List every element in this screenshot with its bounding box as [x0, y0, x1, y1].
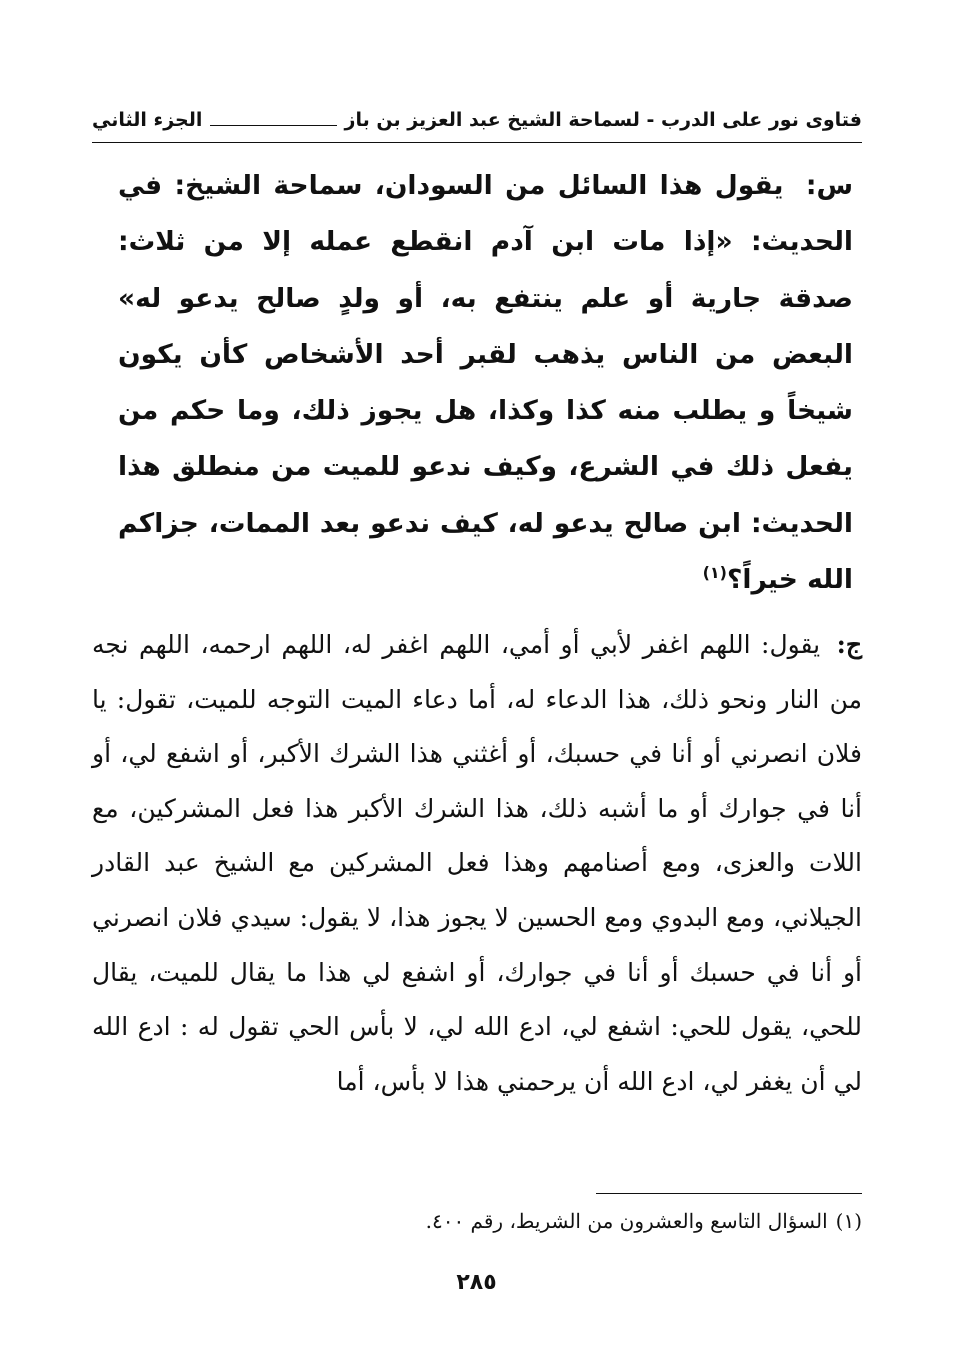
footnote-reference: (١): [702, 563, 727, 583]
footnote-separator: [596, 1193, 862, 1194]
answer-block: [92, 618, 862, 1109]
question-marker: س:: [805, 170, 854, 201]
question-block: [118, 158, 853, 608]
footnote-number: (١): [835, 1209, 862, 1233]
header-dash-line: [210, 125, 336, 126]
page-number: ٢٨٥: [456, 1270, 497, 1295]
header-part-label: الجزء الثاني: [92, 109, 203, 131]
running-header: [92, 100, 862, 140]
answer-text: يقول: اللهم اغفر لأبي أو أمي، اللهم اغفر له، اللهم ارحمه، اللهم نجه من النار ونحو ذلك، هذا الدعاء له، أما دعاء الميت التوجه للميت، تقول: يا فلان انصرني أو أنا في حسبك، أو أغثني هذا الشرك الأكبر، أو اشفع لي، أو أنا في جوارك أو ما أشبه ذلك، هذا الشرك الأكبر هذا فعل المشركين، مع اللات والعزى، ومع أصنامهم وهذا فعل المشركين مع الشيخ عبد القادر الجيلاني، ومع البدوي ومع الحسين لا يجوز هذا، لا يقول: سيدي فلان انصرني أو أنا في حسبك أو أنا في جوارك، أو اشفع لي هذا ما يقال للميت، يقال للحي، يقول للحي: اشفع لي، ادع الله لي، لا بأس الحي تقول له : ادع الله لي أن يغفر لي، ادع الله أن يرحمني هذا لا بأس، أما: [92, 630, 862, 1096]
answer-marker: ج:: [836, 630, 862, 659]
header-rule: [92, 142, 862, 143]
header-book-title: فتاوى نور على الدرب - لسماحة الشيخ عبد العزيز بن باز: [344, 109, 862, 131]
footnote: [300, 1203, 862, 1239]
footnote-text: السؤال التاسع والعشرون من الشريط، رقم ٤٠٠.: [425, 1209, 828, 1233]
question-text: يقول هذا السائل من السودان، سماحة الشيخ: في الحديث: «إذا مات ابن آدم انقطع عمله إلا من ثلاث: صدقة جارية أو علم ينتفع به، أو ولدٍ صالح يدعو له» البعض من الناس يذهب لقبر أحد الأشخاص كأن يكون شيخاً و يطلب منه كذا وكذا، هل يجوز ذلك، وما حكم من يفعل ذلك في الشرع، وكيف ندعو للميت من منطلق هذا الحديث: ابن صالح يدعو له، كيف ندعو بعد الممات، جزاكم الله خيراً؟: [118, 170, 853, 596]
